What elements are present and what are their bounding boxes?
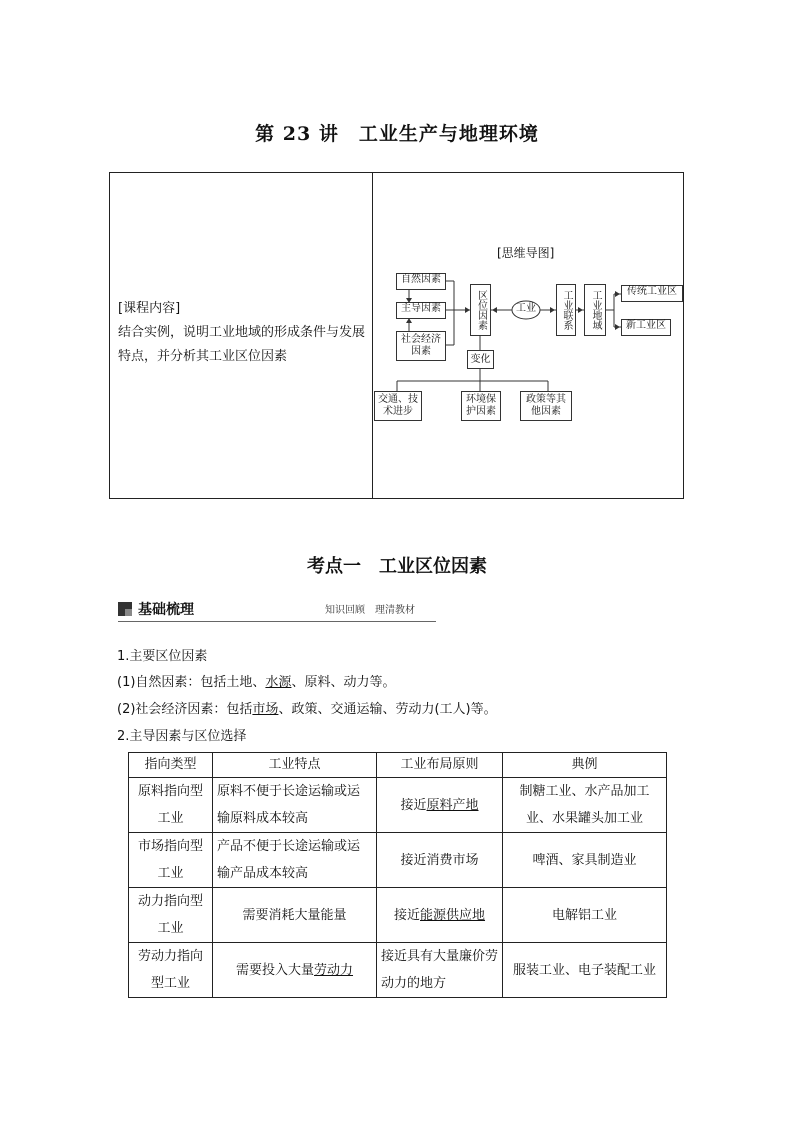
socioeconomic-factors-box: 社会经济因素	[396, 331, 446, 361]
table-row	[129, 833, 667, 888]
para-main-factors: 1.主要区位因素	[117, 649, 208, 664]
text: 、原料、动力等。	[291, 675, 396, 690]
mind-map	[374, 173, 684, 498]
para-social-factors	[117, 698, 497, 717]
square-icon	[118, 602, 132, 616]
cell-example: 电解铝工业	[503, 888, 667, 943]
text: 需要投入大量	[235, 962, 314, 978]
header-example: 典例	[503, 753, 667, 778]
basic-review-subtitle: 知识回顾 理清教材	[325, 605, 415, 616]
industrial-links-box: 工业联系	[556, 284, 576, 336]
header-type: 指向类型	[129, 753, 213, 778]
course-intro-box	[109, 172, 684, 499]
location-factors-box: 区位因素	[470, 284, 491, 336]
cell-principle	[377, 778, 503, 833]
basic-review-bar	[118, 598, 436, 624]
cell-example: 制糖工业、水产品加工业、水果罐头加工业	[503, 778, 667, 833]
cell-example: 服装工业、电子装配工业	[503, 943, 667, 998]
environment-protection-box: 环境保护因素	[461, 391, 501, 421]
header-principle: 工业布局原则	[377, 753, 503, 778]
cell-feature: 需要消耗大量能量	[213, 888, 377, 943]
industrial-region-box: 工业地域	[584, 284, 606, 336]
text: 、政策、交通运输、劳动力(工人)等。	[278, 702, 497, 717]
para-natural-factors	[117, 671, 395, 690]
basic-review-label: 基础梳理	[138, 602, 194, 618]
course-content-heading: [课程内容]	[118, 301, 181, 316]
divider	[118, 621, 436, 622]
cell-feature	[213, 943, 377, 998]
text: (1)自然因素：包括土地、	[117, 675, 266, 690]
table-row	[129, 778, 667, 833]
page-title: 第 23 讲 工业生产与地理环境	[255, 123, 539, 145]
answer: 劳动力	[314, 962, 354, 978]
course-content-cell	[110, 173, 373, 498]
cell-principle	[377, 888, 503, 943]
cell-example: 啤酒、家具制造业	[503, 833, 667, 888]
answer: 能源供应地	[420, 907, 486, 923]
cell-principle: 接近具有大量廉价劳动力的地方	[377, 943, 503, 998]
cell-type: 劳动力指向型工业	[129, 943, 213, 998]
para-leading-factors: 2.主导因素与区位选择	[117, 729, 247, 744]
course-content-text: 结合实例，说明工业地域的形成条件与发展特点，并分析其工业区位因素	[118, 325, 366, 364]
cell-feature: 产品不便于长途运输或运输产品成本较高	[213, 833, 377, 888]
cell-type: 市场指向型工业	[129, 833, 213, 888]
table-row	[129, 943, 667, 998]
answer-water: 水源	[265, 675, 292, 690]
natural-factors-box: 自然因素	[396, 273, 446, 290]
cell-feature: 原料不便于长途运输或运输原料成本较高	[213, 778, 377, 833]
industry-label: 工业	[516, 303, 536, 314]
leading-factors-box: 主导因素	[396, 302, 446, 319]
table-header-row	[129, 753, 667, 778]
location-table	[128, 752, 667, 998]
change-box: 变化	[467, 350, 494, 369]
text: 接近	[400, 797, 427, 813]
mind-map-title: [思维导图]	[497, 246, 555, 260]
cell-type: 动力指向型工业	[129, 888, 213, 943]
section-title: 考点一 工业区位因素	[307, 556, 487, 577]
answer-market: 市场	[252, 702, 279, 717]
table-row	[129, 888, 667, 943]
policy-factors-box: 政策等其他因素	[520, 391, 572, 421]
transport-tech-box: 交通、技术进步	[374, 391, 422, 421]
cell-type: 原料指向型工业	[129, 778, 213, 833]
text: (2)社会经济因素：包括	[117, 702, 253, 717]
cell-principle: 接近消费市场	[377, 833, 503, 888]
traditional-industrial-zone-box: 传统工业区	[621, 285, 683, 302]
answer: 原料产地	[426, 797, 479, 813]
text: 接近	[393, 907, 420, 923]
header-feature: 工业特点	[213, 753, 377, 778]
new-industrial-zone-box: 新工业区	[621, 319, 671, 336]
